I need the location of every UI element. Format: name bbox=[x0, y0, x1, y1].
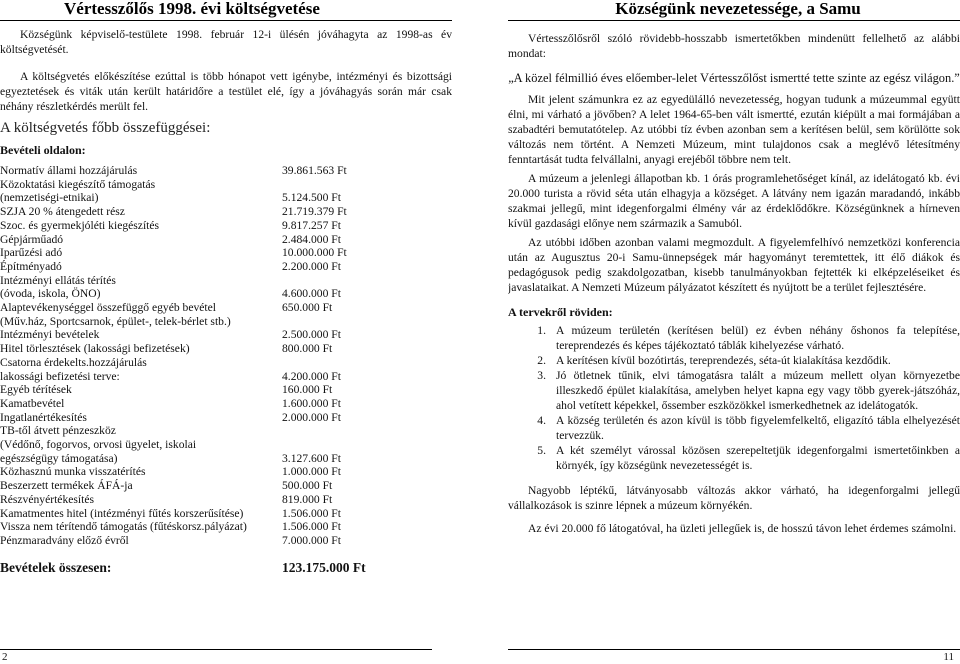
list-text: A két személyt várossal közösen szerepeltetjük idegenforgalmi ismertetőinkben a környék, így községünk nevezetességét is. bbox=[556, 444, 960, 472]
table-row bbox=[0, 342, 452, 356]
row-amount: 500.000 Ft bbox=[282, 479, 333, 493]
row-label: (Műv.ház, Sportcsarnok, épület-, telek-bérlet stb.) bbox=[0, 314, 231, 328]
row-amount: 5.124.500 Ft bbox=[282, 191, 341, 205]
row-amount: 2.000.000 Ft bbox=[282, 410, 341, 424]
row-label: Intézményi bevételek bbox=[0, 328, 100, 342]
row-label: Közoktatási kiegészítő támogatás bbox=[0, 177, 156, 191]
table-row bbox=[0, 424, 452, 438]
section-heading: Bevételi oldalon: bbox=[0, 143, 86, 157]
page-title: Községünk nevezetessége, a Samu bbox=[615, 0, 861, 18]
list-number: 3. bbox=[537, 369, 546, 382]
table-row bbox=[0, 465, 452, 479]
quote: „A közel félmillió éves előember-lelet Vértesszőlőst ismertté tette szinte az egész világon.” bbox=[508, 71, 960, 85]
paragraph-4: Az utóbbi időben azonban valami megmozdult. A figyelemfelhívó nemzetközi konferencia után az Augusztus 20-i Samu-ünnepségek már hagyományt teremtettek, itt élő diákok és pedagógusok pedig szakdolgozatban, kisebb tanulmányokban fejtették ki elképzeléseiket és javaslataikat. A Nemzeti Múzeum pályázatot készített és nyújtott be a terület fejlesztésére. bbox=[508, 236, 960, 294]
row-amount: 2.200.000 Ft bbox=[282, 259, 341, 273]
row-label: Csatorna érdekelts.hozzájárulás bbox=[0, 355, 147, 369]
row-label: TB-től átvett pénzeszköz bbox=[0, 424, 116, 438]
page-title: Vértesszőlős 1998. évi költségvetése bbox=[64, 0, 320, 18]
page-number: 2 bbox=[2, 651, 8, 663]
row-amount: 819.000 Ft bbox=[282, 492, 333, 506]
row-label: Intézményi ellátás térítés bbox=[0, 273, 116, 287]
list-item bbox=[508, 353, 960, 368]
table-row bbox=[0, 246, 452, 260]
table-row bbox=[0, 233, 452, 247]
paragraph-5: Nagyobb léptékű, látványosabb változás akkor várható, ha idegenforgalmi jellegű vállalkozások is szinre lépnek a múzeum környékén. bbox=[508, 484, 960, 512]
total-label: Bevételek összesen: bbox=[0, 559, 112, 575]
row-amount: 7.000.000 Ft bbox=[282, 533, 341, 547]
table-row bbox=[0, 315, 452, 329]
table-row bbox=[0, 274, 452, 288]
table-row bbox=[0, 370, 452, 384]
row-label: Hitel törlesztések (lakossági befizetések) bbox=[0, 342, 190, 356]
table-row bbox=[0, 191, 452, 205]
footer-divider bbox=[0, 649, 432, 650]
row-amount bbox=[282, 424, 452, 438]
row-amount: 1.506.000 Ft bbox=[282, 520, 341, 534]
paragraph-6: Az évi 20.000 fő látogatóval, ha üzleti jellegűek is, de hosszú távon lehet érdemes számolni. bbox=[528, 522, 957, 535]
table-row bbox=[0, 356, 452, 370]
footer-divider bbox=[508, 649, 960, 650]
table-row bbox=[0, 287, 452, 301]
total-amount: 123.175.000 Ft bbox=[282, 559, 366, 575]
row-label: Egyéb térítések bbox=[0, 383, 72, 397]
row-amount bbox=[282, 356, 452, 370]
row-amount: 2.500.000 Ft bbox=[282, 328, 341, 342]
row-amount: 10.000.000 Ft bbox=[282, 246, 347, 260]
row-amount: 4.600.000 Ft bbox=[282, 287, 341, 301]
row-amount: 39.861.563 Ft bbox=[282, 164, 347, 177]
list-item bbox=[508, 413, 960, 443]
row-label: Kamatmentes hitel (intézményi fűtés korszerűsítése) bbox=[0, 506, 244, 520]
row-amount: 9.817.257 Ft bbox=[282, 218, 341, 232]
page-number: 11 bbox=[943, 651, 954, 663]
row-amount bbox=[282, 274, 452, 288]
table-row bbox=[0, 520, 452, 534]
list-number: 5. bbox=[537, 444, 546, 457]
paragraph-3: A múzeum a jelenlegi állapotban kb. 1 órás programlehetőséget kínál, az idelátogató kb. évi 20.000 turista a rövid séta után elhagyja a községet. A látvány nem igazán maradandó, inkább szakmai jellegű, mint idegenforgalmi élmény vár az érdeklődőkre. Községünknek a hírneven kívül gazdasági előnye nem származik a Samuból. bbox=[508, 172, 960, 230]
row-label: egészségügy támogatása) bbox=[0, 451, 118, 465]
table-row bbox=[0, 219, 452, 233]
right-page bbox=[508, 0, 960, 664]
table-row bbox=[0, 260, 452, 274]
list-number: 4. bbox=[537, 414, 546, 427]
row-amount: 4.200.000 Ft bbox=[282, 369, 341, 383]
table-row bbox=[0, 397, 452, 411]
total-row bbox=[0, 560, 452, 576]
row-label: (óvoda, iskola, ÖNO) bbox=[0, 287, 101, 301]
row-amount: 650.000 Ft bbox=[282, 301, 333, 315]
table-row bbox=[0, 205, 452, 219]
table-row bbox=[0, 438, 452, 452]
table-row bbox=[0, 452, 452, 466]
row-label: Közhasznú munka visszatérítés bbox=[0, 465, 146, 479]
row-label: Pénzmaradvány előző évről bbox=[0, 533, 129, 547]
row-amount: 1.506.000 Ft bbox=[282, 506, 341, 520]
row-label: Alaptevékenységgel összefüggő egyéb bevétel bbox=[0, 301, 217, 315]
table-row bbox=[0, 164, 452, 178]
row-label: Részvényértékesítés bbox=[0, 492, 95, 506]
budget-table bbox=[0, 164, 452, 548]
plan-heading: A tervekről röviden: bbox=[508, 305, 613, 319]
title-divider bbox=[508, 20, 960, 21]
row-label: Normatív állami hozzájárulás bbox=[0, 164, 138, 177]
row-amount: 2.484.000 Ft bbox=[282, 232, 341, 246]
row-label: Kamatbevétel bbox=[0, 396, 65, 410]
table-row bbox=[0, 411, 452, 425]
list-number: 1. bbox=[537, 324, 546, 337]
paragraph-1: Vértesszőlősről szóló rövidebb-hosszabb ismertetőkben mindenütt fellelhető az alábbi mondat: bbox=[508, 32, 960, 60]
row-label: Gépjárműadó bbox=[0, 232, 64, 246]
row-label: (Védőnő, fogorvos, orvosi ügyelet, iskolai bbox=[0, 438, 197, 452]
row-amount bbox=[282, 315, 452, 329]
list-item bbox=[508, 323, 960, 353]
row-amount bbox=[282, 178, 452, 192]
row-label: Vissza nem térítendő támogatás (fűtéskorsz.pályázat) bbox=[0, 520, 247, 534]
title-divider bbox=[0, 20, 452, 21]
table-row bbox=[0, 507, 452, 521]
intro-paragraph-1: Községünk képviselő-testülete 1998. február 12-i ülésén jóváhagyta az 1998-as év költségvetését. bbox=[0, 28, 452, 56]
row-amount: 160.000 Ft bbox=[282, 383, 333, 397]
row-label: Iparűzési adó bbox=[0, 246, 63, 260]
row-label: lakossági befizetési terve: bbox=[0, 369, 120, 383]
intro-paragraph-2: A költségvetés előkészítése ezúttal is több hónapot vett igénybe, intézményi és bizottsági egyeztetések és viták után került határidőre a testület elé, így a jóváhagyás során már csak néhány részletkérdés merült fel. bbox=[0, 70, 452, 113]
row-label: (nemzetiségi-etnikai) bbox=[0, 191, 99, 205]
list-number: 2. bbox=[537, 354, 546, 367]
row-amount: 1.600.000 Ft bbox=[282, 396, 341, 410]
row-label: Ingatlanértékesítés bbox=[0, 410, 87, 424]
row-label: Beszerzett termékek ÁFÁ-ja bbox=[0, 479, 133, 493]
list-text: A múzeum területén (kerítésen belül) ez évben néhány őshonos fa telepítése, tereprendezés és képes tájékoztató táblák kihelyezése várható. bbox=[556, 324, 960, 352]
list-text: Jó ötletnek tűnik, elvi támogatásra talált a múzeum mellett olyan környezetbe illeszkedő épület kialakítása, amelyben helyet kapna egy vagy több gyerek-játszóház, ahol vetített képekkel, őssember eszközökkel ismerkedhetnek az idelátogatók. bbox=[556, 369, 960, 412]
row-label: Szoc. és gyermekjóléti kiegészítés bbox=[0, 218, 160, 232]
plan-list bbox=[508, 323, 960, 473]
row-amount bbox=[282, 438, 452, 452]
left-page bbox=[0, 0, 452, 664]
list-item bbox=[508, 368, 960, 413]
table-row bbox=[0, 493, 452, 507]
row-amount: 21.719.379 Ft bbox=[282, 205, 347, 219]
table-row bbox=[0, 178, 452, 192]
paragraph-2: Mit jelent számunkra ez az egyedülálló nevezetesség, hogyan tudunk a múzeummal együtt élni, mi várható a jövőben? A lelet 1964-65-ben vált ismertté, ezután kiépült a mai formájában a szabadtéri bemutatótelep. Az utóbbi tíz évben azonban sem a kerítésen belül, sem körülötte sok változás nem történt. A Nemzeti Múzeum, mint tulajdonos csak a meglévő létesítmény fenntartását tudta felvállalni, anyagi erejéből többre nem telt. bbox=[508, 93, 960, 166]
row-amount: 1.000.000 Ft bbox=[282, 465, 341, 479]
subtitle: A költségvetés főbb összefüggései: bbox=[0, 120, 211, 136]
table-row bbox=[0, 534, 452, 548]
table-row bbox=[0, 479, 452, 493]
table-row bbox=[0, 383, 452, 397]
list-text: A kerítésen kívül bozótirtás, tereprendezés, séta-út kialakítása kezdődik. bbox=[556, 354, 891, 367]
table-row bbox=[0, 301, 452, 315]
table-row bbox=[0, 328, 452, 342]
list-text: A község területén és azon kívül is több figyelemfelkeltő, eligazító tábla elhelyezését tervezzük. bbox=[556, 414, 960, 442]
row-amount: 800.000 Ft bbox=[282, 342, 333, 356]
row-label: SZJA 20 % átengedett rész bbox=[0, 205, 125, 219]
row-amount: 3.127.600 Ft bbox=[282, 451, 341, 465]
row-label: Építményadó bbox=[0, 259, 62, 273]
list-item bbox=[508, 443, 960, 473]
